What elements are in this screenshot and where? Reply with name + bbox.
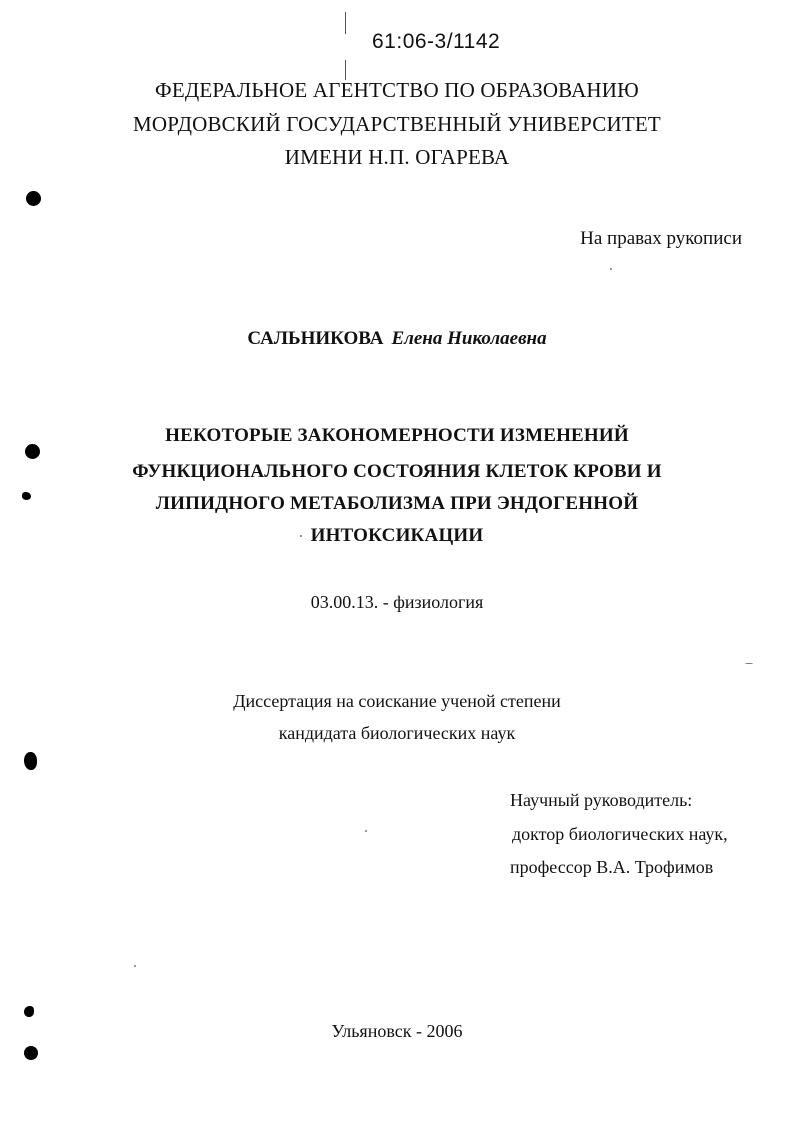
scan-speck <box>134 965 136 967</box>
margin-blot-6 <box>24 1046 38 1060</box>
org-line-3: ИМЕНИ Н.П. ОГАРЕВА <box>284 145 510 169</box>
margin-blot-1 <box>26 191 41 206</box>
title-line-2: ФУНКЦИОНАЛЬНОГО СОСТОЯНИЯ КЛЕТОК КРОВИ И <box>132 461 662 482</box>
advisor-degree: доктор биологических наук, <box>512 824 728 844</box>
author-surname: САЛЬНИКОВА <box>247 328 384 349</box>
scan-speck <box>610 268 612 270</box>
margin-blot-3 <box>22 492 31 500</box>
org-line-1: ФЕДЕРАЛЬНОЕ АГЕНТСТВО ПО ОБРАЗОВАНИЮ <box>155 78 639 102</box>
specialty-code: 03.00.13. - физиология <box>310 592 484 612</box>
margin-blot-2 <box>25 444 40 459</box>
degree-line-1: Диссертация на соискание ученой степени <box>233 691 561 711</box>
org-line-2: МОРДОВСКИЙ ГОСУДАРСТВЕННЫЙ УНИВЕРСИТЕТ <box>133 112 661 136</box>
author-given-names: Елена Николаевна <box>391 328 547 349</box>
title-line-4: ИНТОКСИКАЦИИ <box>310 525 484 546</box>
title-line-1: НЕКОТОРЫЕ ЗАКОНОМЕРНОСТИ ИЗМЕНЕНИЙ <box>165 425 629 446</box>
advisor-name: профессор В.А. Трофимов <box>510 857 714 877</box>
scan-speck <box>365 830 367 832</box>
margin-blot-5 <box>24 1006 34 1017</box>
margin-blot-4 <box>24 752 37 770</box>
rights-note: На правах рукописи <box>580 228 742 249</box>
advisor-label: Научный руководитель: <box>510 790 693 810</box>
scan-speck <box>300 535 302 537</box>
archive-code-stamp: 61:06-3/1142 <box>372 30 501 53</box>
scan-line-mid <box>345 60 346 80</box>
degree-line-2: кандидата биологических наук <box>278 723 516 743</box>
city-year: Ульяновск - 2006 <box>331 1021 463 1041</box>
scan-speck <box>745 663 753 664</box>
scan-line-top <box>345 12 346 34</box>
title-line-3: ЛИПИДНОГО МЕТАБОЛИЗМА ПРИ ЭНДОГЕННОЙ <box>155 493 639 514</box>
author-name <box>0 328 794 350</box>
